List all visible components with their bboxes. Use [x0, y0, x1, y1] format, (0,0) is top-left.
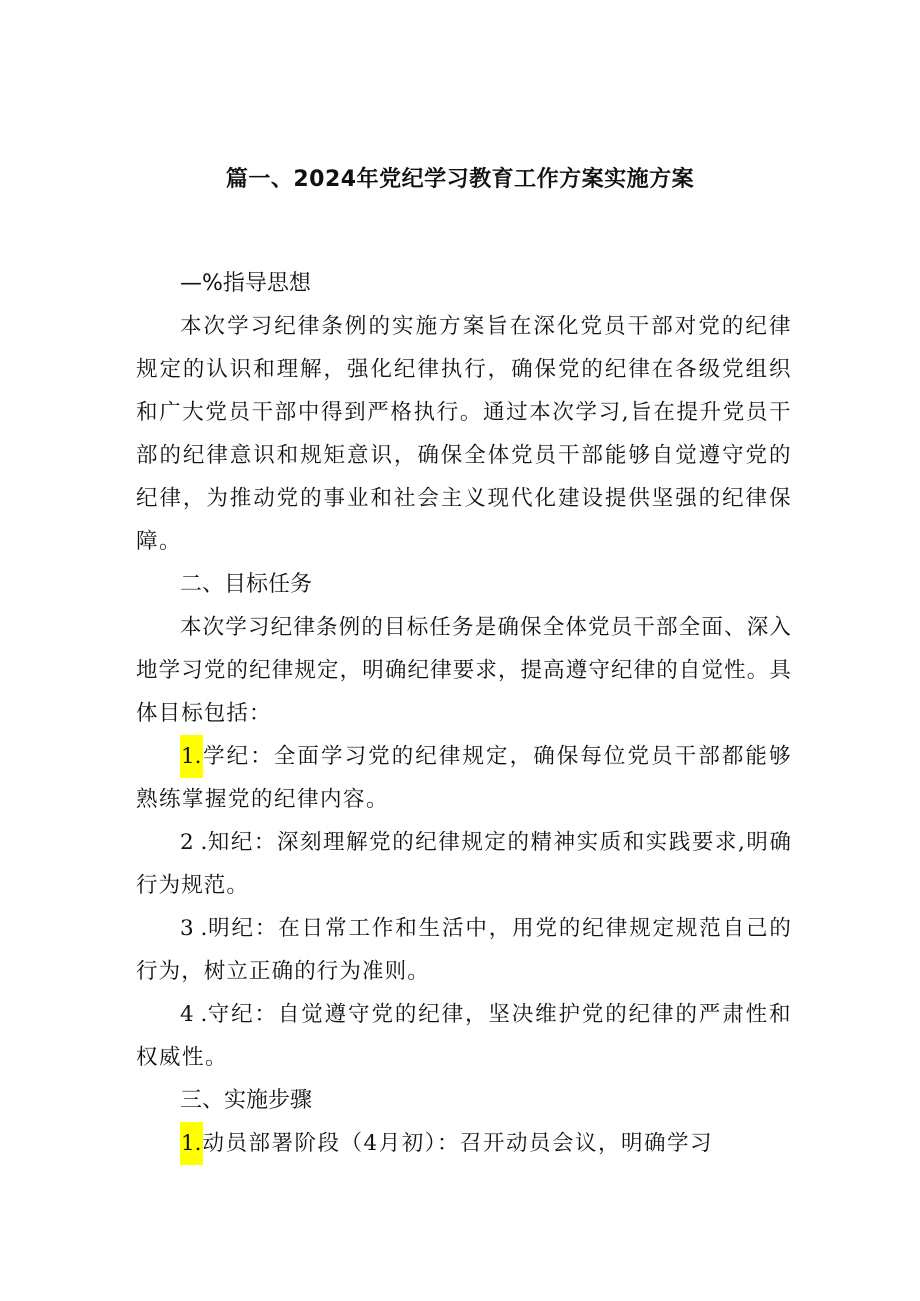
paragraph-goals-intro: 本次学习纪律条例的目标任务是确保全体党员干部全面、深入地学习党的纪律规定，明确纪律要求，提高遵守纪律的自觉性。具体目标包括： [136, 615, 792, 726]
list-item-text: 守纪：自觉遵守党的纪律，坚决维护党的纪律的严肃性和权威性。 [136, 1002, 792, 1070]
item-number: 3 . [180, 916, 208, 941]
document-title: 篇一、2024年党纪学习教育工作方案实施方案 [225, 167, 695, 192]
paragraph-guiding-thought: 本次学习纪律条例的实施方案旨在深化党员干部对党的纪律规定的认识和理解，强化纪律执行，确保党的纪律在各级党组织和广大党员干部中得到严格执行。通过本次学习,旨在提升党员干部的纪律意识和规矩意识，确保全体党员干部能够自觉遵守党的纪律，为推动党的事业和社会主义现代化建设提供坚强的纪律保障。 [136, 314, 792, 554]
item-number: 4 . [180, 1002, 208, 1027]
list-item-text: 明纪：在日常工作和生活中，用党的纪律规定规范自己的行为，树立正确的行为准则。 [136, 916, 792, 984]
list-item-step-1 [136, 1122, 792, 1165]
section-heading-steps: 三、实施步骤 [180, 1088, 313, 1113]
highlighted-item-number: 1. [180, 1122, 203, 1165]
list-item-goal-1 [136, 735, 792, 821]
list-item-goal-4 [136, 993, 792, 1079]
list-item-text: 学纪：全面学习党的纪律规定，确保每位党员干部都能够熟练掌握党的纪律内容。 [136, 744, 792, 812]
list-item-text: 动员部署阶段（4月初）：召开动员会议，明确学习 [202, 1131, 713, 1156]
list-item-text: 知纪：深刻理解党的纪律规定的精神实质和实践要求,明确行为规范。 [136, 830, 792, 898]
list-item-goal-2 [136, 821, 792, 907]
section-heading-goals: 二、目标任务 [180, 572, 313, 597]
highlighted-item-number: 1. [180, 735, 203, 778]
item-number: 2 . [180, 830, 208, 855]
document-body [136, 262, 792, 1165]
section-heading-guiding-thought: —%指导思想 [180, 271, 311, 296]
list-item-goal-3 [136, 907, 792, 993]
